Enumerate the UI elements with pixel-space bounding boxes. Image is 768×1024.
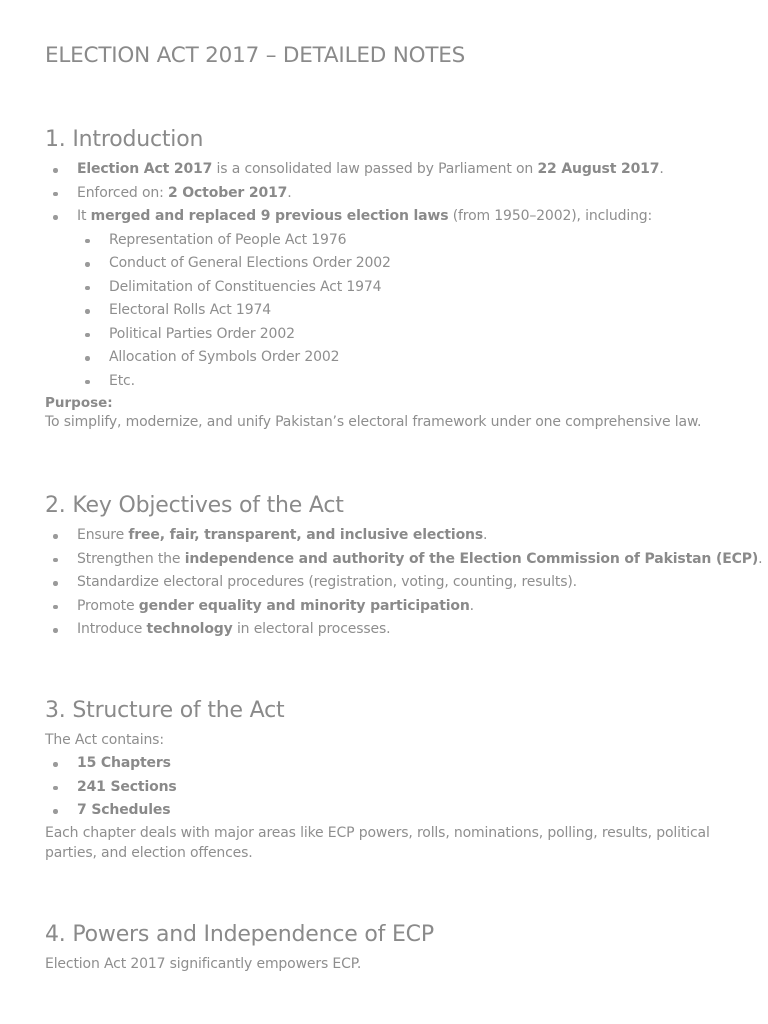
text: Enforced on: bbox=[77, 184, 168, 201]
list-item bbox=[45, 205, 735, 229]
list-item bbox=[45, 595, 735, 619]
list-item bbox=[45, 548, 763, 572]
text: . bbox=[758, 550, 763, 567]
list-item bbox=[45, 799, 735, 823]
bold-text: gender equality and minority participation bbox=[138, 597, 470, 614]
bold-text: Election Act 2017 bbox=[77, 161, 213, 177]
list-item: Etc. bbox=[45, 370, 735, 394]
list-item bbox=[45, 158, 735, 182]
structure-intro: The Act contains: bbox=[45, 732, 164, 748]
bold-text: free, fair, transparent, and inclusive elections bbox=[128, 527, 484, 543]
replaced-laws-list bbox=[45, 229, 735, 394]
list-item: Electoral Rolls Act 1974 bbox=[45, 299, 735, 323]
text: . bbox=[287, 184, 292, 201]
bold-text: 2 October 2017 bbox=[167, 184, 288, 201]
purpose-text: To simplify, modernize, and unify Pakistan’s electoral framework under one comprehensive law. bbox=[45, 414, 702, 430]
text: Standardize electoral procedures (registration, voting, counting, results). bbox=[77, 574, 577, 590]
bold-text: merged and replaced 9 previous election laws bbox=[90, 208, 449, 224]
list-item bbox=[45, 571, 735, 595]
bold-text: 22 August 2017 bbox=[537, 161, 660, 177]
bold-text: 15 Chapters bbox=[77, 755, 171, 771]
bold-text: 7 Schedules bbox=[77, 802, 171, 818]
bold-text: independence and authority of the Election Commission of Pakistan (ECP) bbox=[184, 550, 759, 567]
section-introduction bbox=[45, 127, 735, 432]
section-heading: 3. Structure of the Act bbox=[45, 698, 285, 723]
text: . bbox=[469, 597, 474, 614]
structure-list bbox=[45, 752, 735, 823]
list-item bbox=[45, 182, 735, 206]
text: . bbox=[483, 527, 488, 543]
section-heading: 1. Introduction bbox=[45, 127, 204, 152]
section-structure bbox=[45, 698, 735, 863]
bold-text: 241 Sections bbox=[77, 778, 177, 795]
text: It bbox=[77, 208, 91, 224]
text: Introduce bbox=[77, 621, 147, 637]
text: Strengthen the bbox=[77, 550, 185, 567]
list-item: Political Parties Order 2002 bbox=[45, 323, 735, 347]
list-item bbox=[45, 618, 735, 642]
text: Ensure bbox=[77, 527, 129, 543]
section-heading: 2. Key Objectives of the Act bbox=[45, 493, 344, 518]
intro-bullet-list bbox=[45, 158, 735, 229]
bold-text: technology bbox=[146, 621, 233, 637]
list-item: Delimitation of Constituencies Act 1974 bbox=[45, 276, 735, 300]
text: in electoral processes. bbox=[232, 621, 391, 637]
list-item bbox=[45, 752, 735, 776]
list-item: Representation of People Act 1976 bbox=[45, 229, 735, 253]
text: . bbox=[659, 161, 664, 177]
powers-intro: Election Act 2017 significantly empowers ECP. bbox=[45, 956, 362, 972]
document-title: ELECTION ACT 2017 – DETAILED NOTES bbox=[45, 43, 466, 68]
text: (from 1950–2002), including: bbox=[448, 208, 653, 224]
section-key-objectives bbox=[45, 493, 763, 642]
text: is a consolidated law passed by Parliament on bbox=[212, 161, 538, 177]
section-heading: 4. Powers and Independence of ECP bbox=[45, 922, 434, 947]
list-item: Allocation of Symbols Order 2002 bbox=[45, 346, 735, 370]
objectives-list bbox=[45, 524, 763, 642]
section-powers-ecp bbox=[45, 922, 735, 975]
purpose-label: Purpose: bbox=[45, 395, 113, 411]
structure-summary: Each chapter deals with major areas like ECP powers, rolls, nominations, polling, results, political parties, and election offences. bbox=[45, 824, 710, 861]
list-item bbox=[45, 524, 735, 548]
list-item: Conduct of General Elections Order 2002 bbox=[45, 252, 735, 276]
text: Promote bbox=[77, 597, 139, 614]
list-item bbox=[45, 776, 735, 800]
